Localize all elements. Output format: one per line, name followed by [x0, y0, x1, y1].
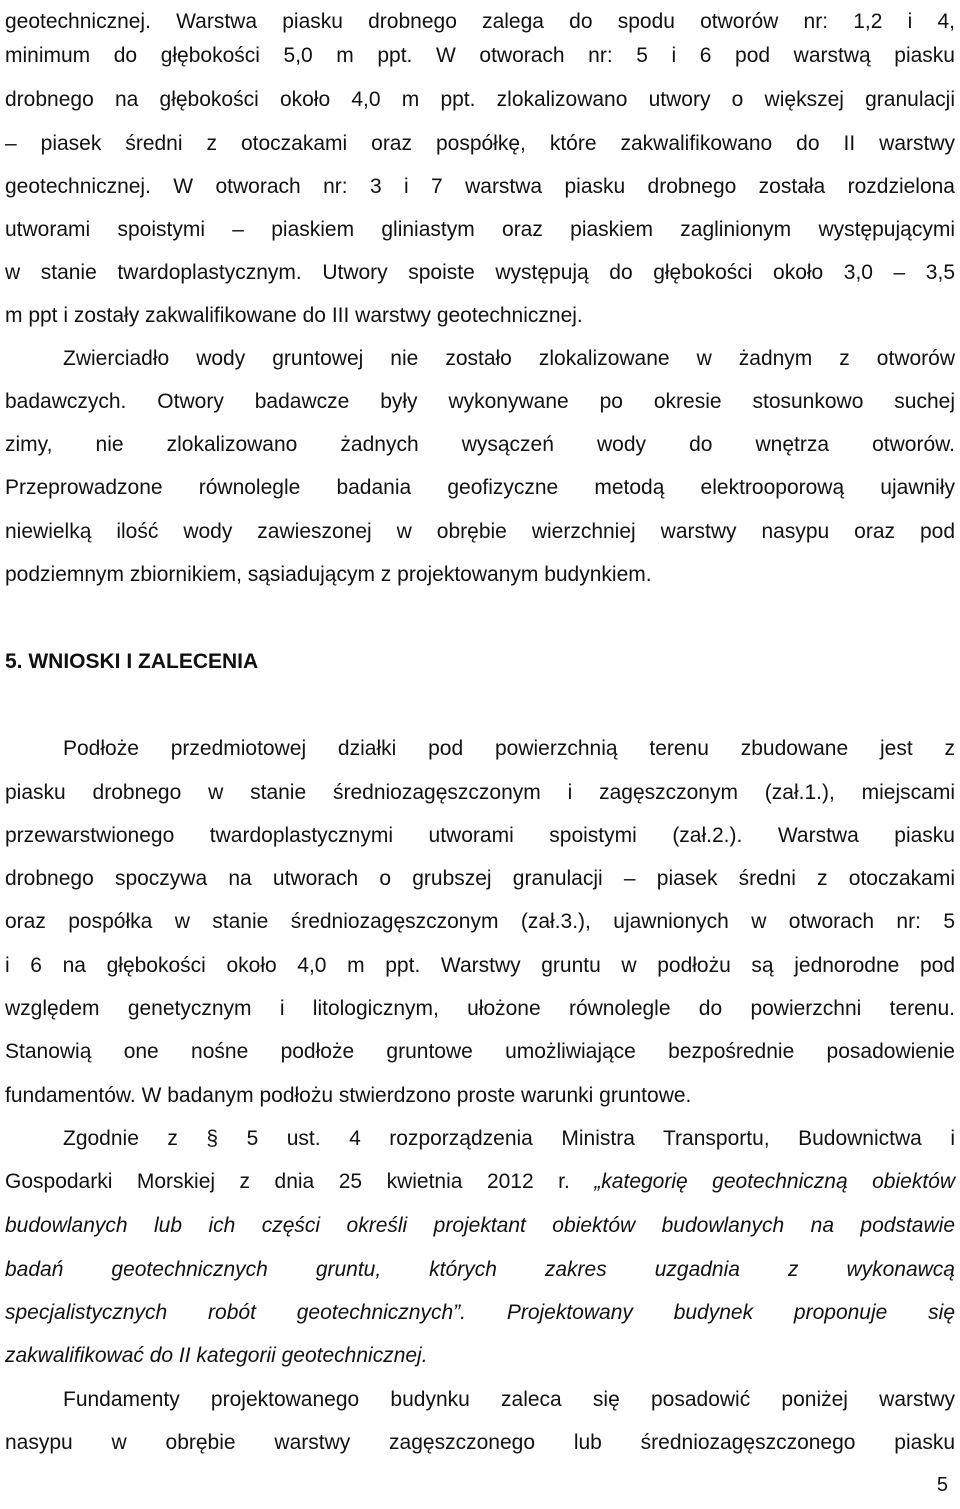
text-line: piasku drobnego w stanie średniozagęszczonym i zagęszczonym (zał.1.), miejscami: [5, 781, 955, 804]
text-line: Stanowią one nośne podłoże gruntowe umożliwiające bezpośrednie posadowienie: [5, 1040, 955, 1063]
quoted-text-line: specjalistycznych robót geotechnicznych”. Projektowany budynek proponuje się: [5, 1301, 955, 1324]
text-line: Podłoże przedmiotowej działki pod powierzchnią terenu zbudowane jest z: [63, 737, 955, 760]
text-line: nasypu w obrębie warstwy zagęszczonego lub średniozagęszczonego piasku: [5, 1431, 955, 1454]
text-line: geotechnicznej. Warstwa piasku drobnego zalega do spodu otworów nr: 1,2 i 4,: [5, 10, 955, 33]
text-line: podziemnym zbiornikiem, sąsiadującym z projektowanym budynkiem.: [5, 563, 652, 586]
text-line: minimum do głębokości 5,0 m ppt. W otworach nr: 5 i 6 pod warstwą piasku: [5, 44, 955, 67]
text-line: drobnego spoczywa na utworach o grubszej granulacji – piasek średni z otoczakami: [5, 867, 955, 890]
text-line: m ppt i zostały zakwalifikowane do III warstwy geotechnicznej.: [5, 304, 583, 327]
text-line: geotechnicznej. W otworach nr: 3 i 7 warstwa piasku drobnego została rozdzielona: [5, 175, 955, 198]
text-line: badawczych. Otwory badawcze były wykonywane po okresie stosunkowo suchej: [5, 390, 955, 413]
text-line: Zwierciadło wody gruntowej nie zostało zlokalizowane w żadnym z otworów: [63, 347, 955, 370]
text-line: przewarstwionego twardoplastycznymi utworami spoistymi (zał.2.). Warstwa piasku: [5, 824, 955, 847]
quoted-text-line: zakwalifikować do II kategorii geotechnicznej.: [5, 1344, 428, 1367]
text-line: [5, 1160, 955, 1204]
text-line: i 6 na głębokości około 4,0 m ppt. Warstwy gruntu w podłożu są jednorodne pod: [5, 954, 955, 977]
text-line: oraz pospółka w stanie średniozagęszczonym (zał.3.), ujawnionych w otworach nr: 5: [5, 910, 955, 933]
text-line: Zgodnie z § 5 ust. 4 rozporządzenia Ministra Transportu, Budownictwa i: [63, 1127, 955, 1150]
text-line: względem genetycznym i litologicznym, ułożone równolegle do powierzchni terenu.: [5, 997, 955, 1020]
text-line: niewielką ilość wody zawieszonej w obrębie wierzchniej warstwy nasypu oraz pod: [5, 520, 955, 543]
section-heading: 5. WNIOSKI I ZALECENIA: [5, 650, 259, 673]
text-line: utworami spoistymi – piaskiem gliniastym oraz piaskiem zaglinionym występującymi: [5, 218, 955, 241]
text-line: Przeprowadzone równolegle badania geofizyczne metodą elektrooporową ujawniły: [5, 476, 955, 499]
text-line: fundamentów. W badanym podłożu stwierdzono proste warunki gruntowe.: [5, 1084, 692, 1107]
quoted-text-line: budowlanych lub ich części określi projektant obiektów budowlanych na podstawie: [5, 1214, 955, 1237]
text-line: – piasek średni z otoczakami oraz pospółkę, które zakwalifikowano do II warstwy: [5, 132, 955, 155]
page-number: 5: [936, 1474, 948, 1496]
text-segment: Gospodarki Morskiej z dnia 25 kwietnia 2012 r.: [5, 1170, 595, 1193]
text-line: drobnego na głębokości około 4,0 m ppt. zlokalizowano utwory o większej granulacji: [5, 88, 955, 111]
text-line: Fundamenty projektowanego budynku zaleca się posadowić poniżej warstwy: [63, 1388, 955, 1411]
quoted-text: „kategorię geotechniczną obiektów: [594, 1170, 955, 1193]
text-line: w stanie twardoplastycznym. Utwory spoiste występują do głębokości około 3,0 – 3,5: [5, 261, 955, 284]
quoted-text-line: badań geotechnicznych gruntu, których zakres uzgadnia z wykonawcą: [5, 1258, 955, 1281]
text-line: zimy, nie zlokalizowano żadnych wysączeń wody do wnętrza otworów.: [5, 433, 955, 456]
